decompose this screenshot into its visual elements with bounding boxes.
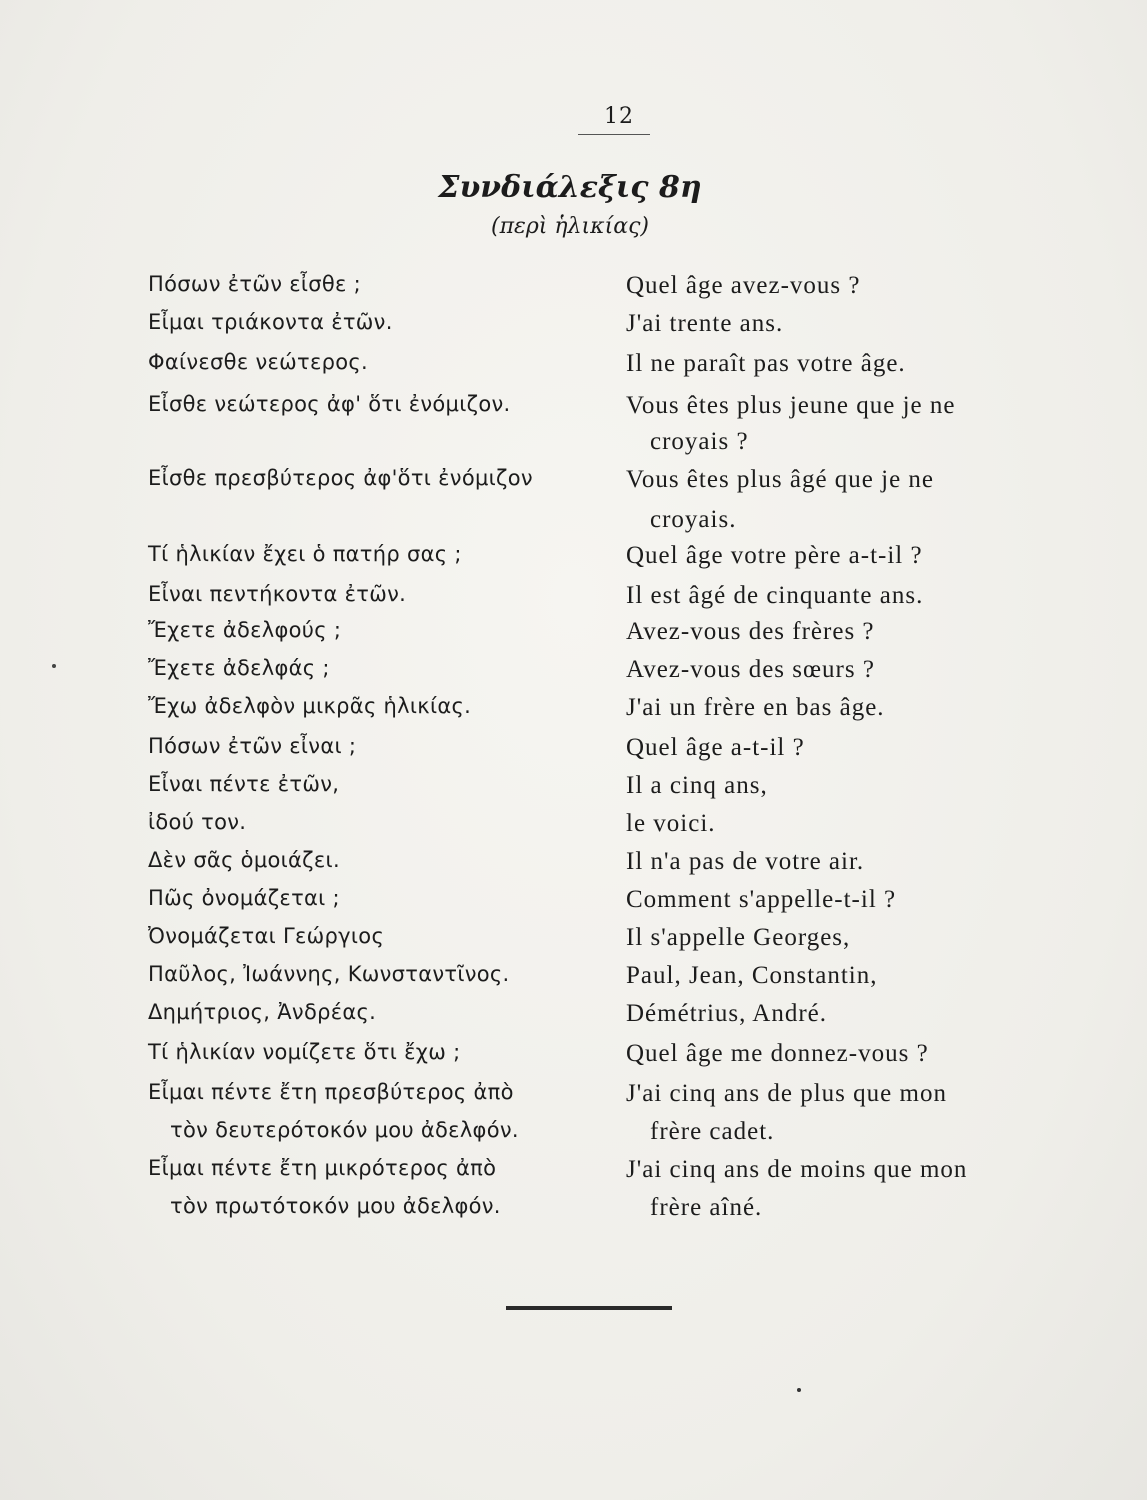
dialogue-line [0,962,1147,1000]
greek-text: Εἶσθε νεώτερος ἀφ' ὅτι ἐνόμιζον. [148,392,511,416]
dialogue-line [0,310,1147,348]
french-text: Vous êtes plus jeune que je ne [626,392,956,419]
dialogue-line [0,734,1147,772]
greek-text: Δὲν σᾶς ὁμοιάζει. [148,848,340,872]
french-text: Quel âge avez-vous ? [626,272,861,299]
dialogue-line [0,924,1147,962]
french-text: J'ai cinq ans de plus que mon [626,1080,947,1107]
french-text: J'ai trente ans. [626,310,784,337]
greek-text: Δημήτριος, Ἀνδρέας. [148,1000,377,1024]
greek-text: Φαίνεσθε νεώτερος. [148,350,368,374]
greek-text: Εἶμαι τριάκοντα ἐτῶν. [148,310,393,334]
dialogue-line [0,886,1147,924]
dialogue-line [0,272,1147,310]
greek-text: Πόσων ἐτῶν εἶσθε ; [148,272,362,296]
french-text: le voici. [626,810,716,837]
french-text: croyais ? [650,428,749,455]
french-text: Il s'appelle Georges, [626,924,851,951]
greek-text: Εἶναι πέντε ἐτῶν, [148,772,340,796]
greek-text: ἰδού τον. [148,810,247,834]
stray-mark [797,1388,801,1392]
french-text: Avez-vous des frères ? [626,618,875,645]
french-text: Paul, Jean, Constantin, [626,962,878,989]
greek-text: Παῦλος, Ἰωάννης, Κωνσταντῖνος. [148,962,510,986]
dialogue-line [0,506,1147,544]
greek-text: Πόσων ἐτῶν εἶναι ; [148,734,357,758]
dialogue-line [0,694,1147,732]
margin-mark [52,664,56,668]
french-text: Vous êtes plus âgé que je ne [626,466,935,493]
greek-text: Ἔχετε ἀδελφούς ; [148,618,342,642]
dialogue-line [0,392,1147,430]
french-text: Quel âge a-t-il ? [626,734,805,761]
greek-text: τὸν δευτερότοκόν μου ἀδελφόν. [170,1118,519,1142]
greek-text: Τί ἡλικίαν ἔχει ὁ πατήρ σας ; [148,542,462,566]
page-number: 12 [604,104,634,129]
dialogue-line [0,1118,1147,1156]
dialogue-line [0,848,1147,886]
greek-text: Εἶσθε πρεσβύτερος ἀφ'ὅτι ἐνόμιζον [148,466,533,490]
greek-text: Ἔχετε ἀδελφάς ; [148,656,330,680]
conversation-subtitle: (περὶ ἡλικίας) [491,214,649,239]
dialogue-line [0,428,1147,466]
french-text: frère aîné. [650,1194,763,1221]
dialogue-line [0,618,1147,656]
french-text: Démétrius, André. [626,1000,827,1027]
dialogue-line [0,1040,1147,1078]
greek-text: Εἶναι πεντήκοντα ἐτῶν. [148,582,407,606]
french-text: Comment s'appelle-t-il ? [626,886,897,913]
greek-text: Πῶς ὀνομάζεται ; [148,886,340,910]
greek-text: Ἔχω ἀδελφὸν μικρᾶς ἡλικίας. [148,694,472,718]
greek-text: Τί ἡλικίαν νομίζετε ὅτι ἔχω ; [148,1040,461,1064]
conversation-title: Συνδιάλεξις 8η [438,170,702,205]
dialogue-line [0,1194,1147,1232]
end-rule [506,1306,672,1310]
dialogue-line [0,772,1147,810]
dialogue-line [0,350,1147,388]
page-number-rule [578,134,650,135]
dialogue-line [0,1080,1147,1118]
french-text: J'ai cinq ans de moins que mon [626,1156,968,1183]
french-text: Avez-vous des sœurs ? [626,656,875,683]
dialogue-line [0,656,1147,694]
greek-text: Εἶμαι πέντε ἔτη μικρότερος ἀπὸ [148,1156,497,1180]
french-text: Il n'a pas de votre air. [626,848,865,875]
greek-text: τὸν πρωτότοκόν μου ἀδελφόν. [170,1194,501,1218]
dialogue-line [0,1156,1147,1194]
french-text: Il a cinq ans, [626,772,768,799]
french-text: Quel âge votre père a-t-il ? [626,542,923,569]
dialogue-line [0,542,1147,580]
dialogue-line [0,810,1147,848]
french-text: Il est âgé de cinquante ans. [626,582,924,609]
french-text: croyais. [650,506,737,533]
dialogue-line [0,466,1147,504]
french-text: J'ai un frère en bas âge. [626,694,885,721]
dialogue-line [0,1000,1147,1038]
greek-text: Εἶμαι πέντε ἔτη πρεσβύτερος ἀπὸ [148,1080,514,1104]
greek-text: Ὀνομάζεται Γεώργιος [148,924,385,948]
french-text: Quel âge me donnez-vous ? [626,1040,929,1067]
dialogue-line [0,582,1147,620]
french-text: Il ne paraît pas votre âge. [626,350,906,377]
french-text: frère cadet. [650,1118,775,1145]
